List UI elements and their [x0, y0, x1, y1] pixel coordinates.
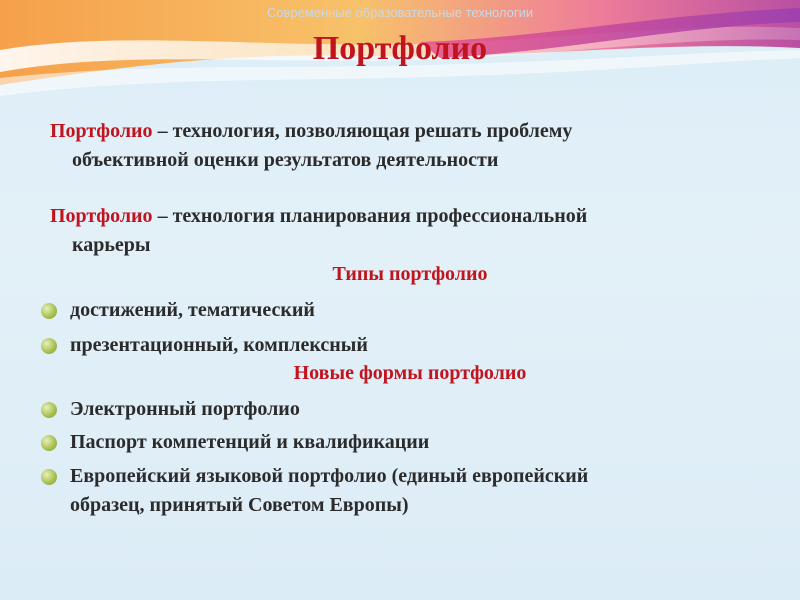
paragraph-line	[50, 117, 790, 146]
list-item-text: Паспорт компетенций и квалификации	[70, 431, 430, 453]
definition-paragraph	[50, 202, 790, 260]
definition-text: – технология планирования профессиональной	[152, 205, 588, 227]
definition-term: Портфолио	[50, 120, 153, 142]
bullet-icon	[41, 303, 57, 319]
list-item-text: образец, принятый Советом Европы)	[70, 494, 409, 516]
presentation-subtitle: Современные образовательные технологии	[266, 5, 534, 20]
list-item-text: презентационный, комплексный	[70, 334, 368, 356]
bullet-icon	[41, 435, 57, 451]
section-heading: Типы портфолио	[332, 263, 488, 285]
page-title: Портфолио	[312, 30, 488, 67]
definition-paragraph	[50, 117, 790, 175]
bullet-icon	[41, 338, 57, 354]
definition-term: Портфолио	[50, 205, 153, 227]
list-item-text: достижений, тематический	[70, 299, 315, 321]
paragraph-line: объективной оценки результатов деятельности	[72, 149, 499, 171]
paragraph-line	[50, 202, 790, 231]
section-heading: Новые формы портфолио	[293, 362, 527, 384]
definition-text: – технология, позволяющая решать проблему	[152, 120, 573, 142]
bullet-icon	[41, 469, 57, 485]
bullet-icon	[41, 402, 57, 418]
paragraph-line: карьеры	[72, 234, 151, 256]
list-item-text: Электронный портфолио	[70, 398, 300, 420]
list-item-text: Европейский языковой портфолио (единый европейский	[70, 465, 589, 487]
